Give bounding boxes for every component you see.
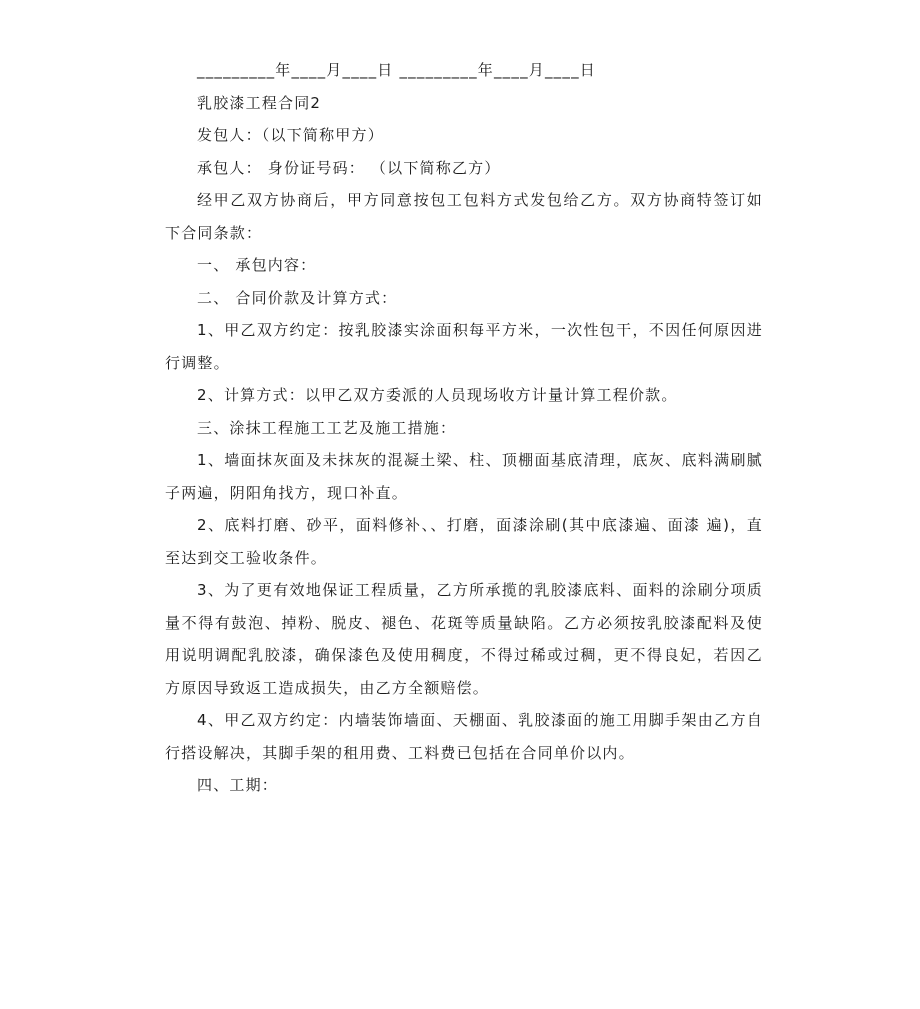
clause-2-2: 2、计算方式：以甲乙双方委派的人员现场收方计量计算工程价款。 [197,386,678,404]
party-a-line: 发包人：（以下简称甲方） [197,126,384,144]
document-body [165,54,763,802]
section-heading-3: 三、涂抹工程施工工艺及施工措施： [197,418,457,437]
clause-3-1: 1、墙面抹灰面及未抹灰的混凝土梁、柱、顶棚面基底清理，底灰、底料满刷腻子两遍，阴阳角找方，现口补直。 [165,451,763,502]
clause-3-2: 2、底料打磨、砂平，面料修补、、打磨，面漆涂刷(其中底漆遍、面漆 遍)，直至达到交工验收条件。 [165,516,763,567]
signature-date-line: _________年____月____日 _________年____月____日 [197,61,596,79]
party-b-line: 承包人： 身份证号码： （以下简称乙方） [197,158,501,177]
intro-paragraph: 经甲乙双方协商后，甲方同意按包工包料方式发包给乙方。双方协商特签订如下合同条款： [165,191,763,242]
section-heading-1: 一、 承包内容： [197,256,317,274]
clause-3-4: 4、甲乙双方约定：内墙装饰墙面、天棚面、乳胶漆面的施工用脚手架由乙方自行搭设解决，其脚手架的租用费、工料费已包括在合同单价以内。 [165,711,763,762]
section-heading-2: 二、 合同价款及计算方式： [197,288,398,307]
contract-title: 乳胶漆工程合同2 [197,93,322,112]
clause-2-1: 1、甲乙双方约定：按乳胶漆实涂面积每平方米，一次性包干，不因任何原因进行调整。 [165,321,763,372]
section-heading-4: 四、工期： [197,776,279,794]
clause-3-3: 3、为了更有效地保证工程质量，乙方所承揽的乳胶漆底料、面料的涂刷分项质量不得有鼓泡、掉粉、脱皮、褪色、花斑等质量缺陷。乙方必须按乳胶漆配料及使用说明调配乳胶漆，确保漆色及使用稠度，不得过稀或过稠，更不得良妃，若因乙方原因导致返工造成损失，由乙方全额赔偿。 [165,581,763,697]
